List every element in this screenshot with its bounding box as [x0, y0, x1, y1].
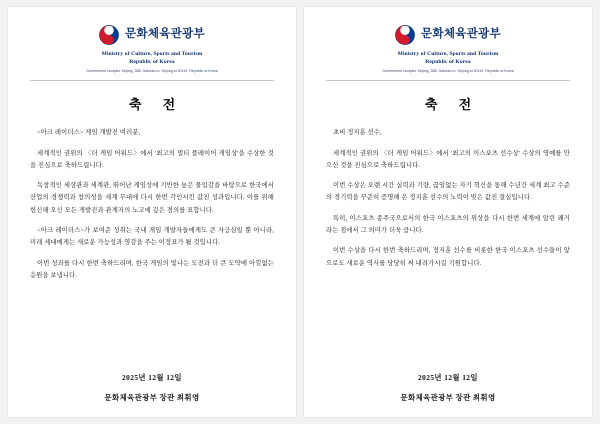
letterhead-right	[395, 25, 501, 45]
signature-name: 문화체육관광부 장관 최휘영	[400, 393, 496, 402]
congratulatory-letter-left	[8, 7, 296, 417]
paragraph: 세계적인 권위의 〈더 게임 어워드〉에서 '최고의 멀티 플레이어 게임상'을 수상한 것을 진심으로 축하드립니다.	[30, 149, 274, 169]
paragraph: <아크 레이더스>가 보여준 성취는 국내 게임 개발자들에게도 큰 자긍심일 뿐 아니라, 미래 세대에게는 새로운 가능성과 영감을 주는 이정표가 될 것입니다.	[30, 227, 274, 247]
letterhead-left	[99, 25, 205, 45]
ministry-english-line2: Republic of Korea	[129, 58, 175, 65]
letter-signature-right	[326, 372, 570, 403]
signature-name: 문화체육관광부 장관 최휘영	[104, 393, 200, 402]
paragraph: 독창적인 세상관과 세계관, 뛰어난 게임성에 기반한 높은 몰입감을 바탕으로 한국에서 산업의 경쟁력과 창의성을 세계 무대에 다시 한번 각인시킨 값진 성과입니다. 이를 위해 헌신해 오신 모든 개발진과 관계자의 노고에 깊은 경의를 표합니다.	[30, 182, 274, 214]
paragraph: 이번 성과를 다시 한번 축하드리며, 한국 게임의 빛나는 도전과 더 큰 도약에 아낌없는 응원을 보냅니다.	[30, 259, 274, 279]
header-divider	[30, 80, 274, 81]
ministry-name-english	[102, 51, 203, 66]
letter-title: 축 전	[128, 97, 185, 113]
paragraph: 이번 수상은 오랜 시간 실력과 기량, 끊임없는 자기 혁신을 통해 수년간 세계 최고 수준의 경기력을 꾸준히 증명해 온 정지훈 선수의 노력이 빚은 값진 결실입니다.	[326, 182, 570, 202]
paragraph: <아크 레이더스> 게임 개발진 여러분,	[37, 129, 141, 137]
letter-body-right	[326, 127, 570, 372]
ministry-name-korean: 문화체육관광부	[421, 28, 501, 41]
korea-government-taegeuk-emblem-icon	[99, 25, 119, 45]
ministry-name-korean: 문화체육관광부	[125, 28, 205, 41]
korea-government-taegeuk-emblem-icon	[395, 25, 415, 45]
ministry-address: Government complex Sejong, 388, Galmae-ro, Sejong-si 30119, Republic of Korea	[86, 69, 218, 74]
header-divider	[326, 80, 570, 81]
ministry-name-english	[398, 51, 499, 66]
paragraph: 특히, 이스포츠 종주국으로서의 한국 이스포츠의 위상을 다시 한번 세계에 알린 쾌거라는 점에서 그 의미가 더욱 큽니다.	[326, 214, 570, 234]
letter-signature-left	[30, 372, 274, 403]
letter-title: 축 전	[424, 97, 481, 113]
paragraph: 세계적인 권위의 〈더 게임 어워드〉에서 '최고의 이스포츠 선수상' 수상의 영예를 안으신 것을 진심으로 축하드립니다.	[326, 149, 570, 169]
ministry-english-line1: Ministry of Culture, Sports and Tourism	[397, 51, 499, 57]
ministry-address: Government complex Sejong, 388, Galmae-ro, Sejong-si 30119, Republic of Korea	[382, 69, 514, 74]
ministry-english-line2: Republic of Korea	[425, 58, 471, 65]
letter-body-left	[30, 127, 274, 372]
congratulatory-letter-right	[304, 7, 592, 417]
paragraph: 이번 수상을 다시 한번 축하드리며, 정지훈 선수를 비롯한 한국 이스포츠 선수들이 앞으로도 새로운 역사를 당당히 써 내려가시길 기원합니다.	[326, 247, 570, 267]
ministry-english-line1: Ministry of Culture, Sports and Tourism	[101, 51, 203, 57]
signature-date: 2025년 12월 12일	[418, 373, 478, 382]
paragraph: 초비 정지훈 선수,	[333, 129, 382, 137]
signature-date: 2025년 12월 12일	[122, 373, 182, 382]
